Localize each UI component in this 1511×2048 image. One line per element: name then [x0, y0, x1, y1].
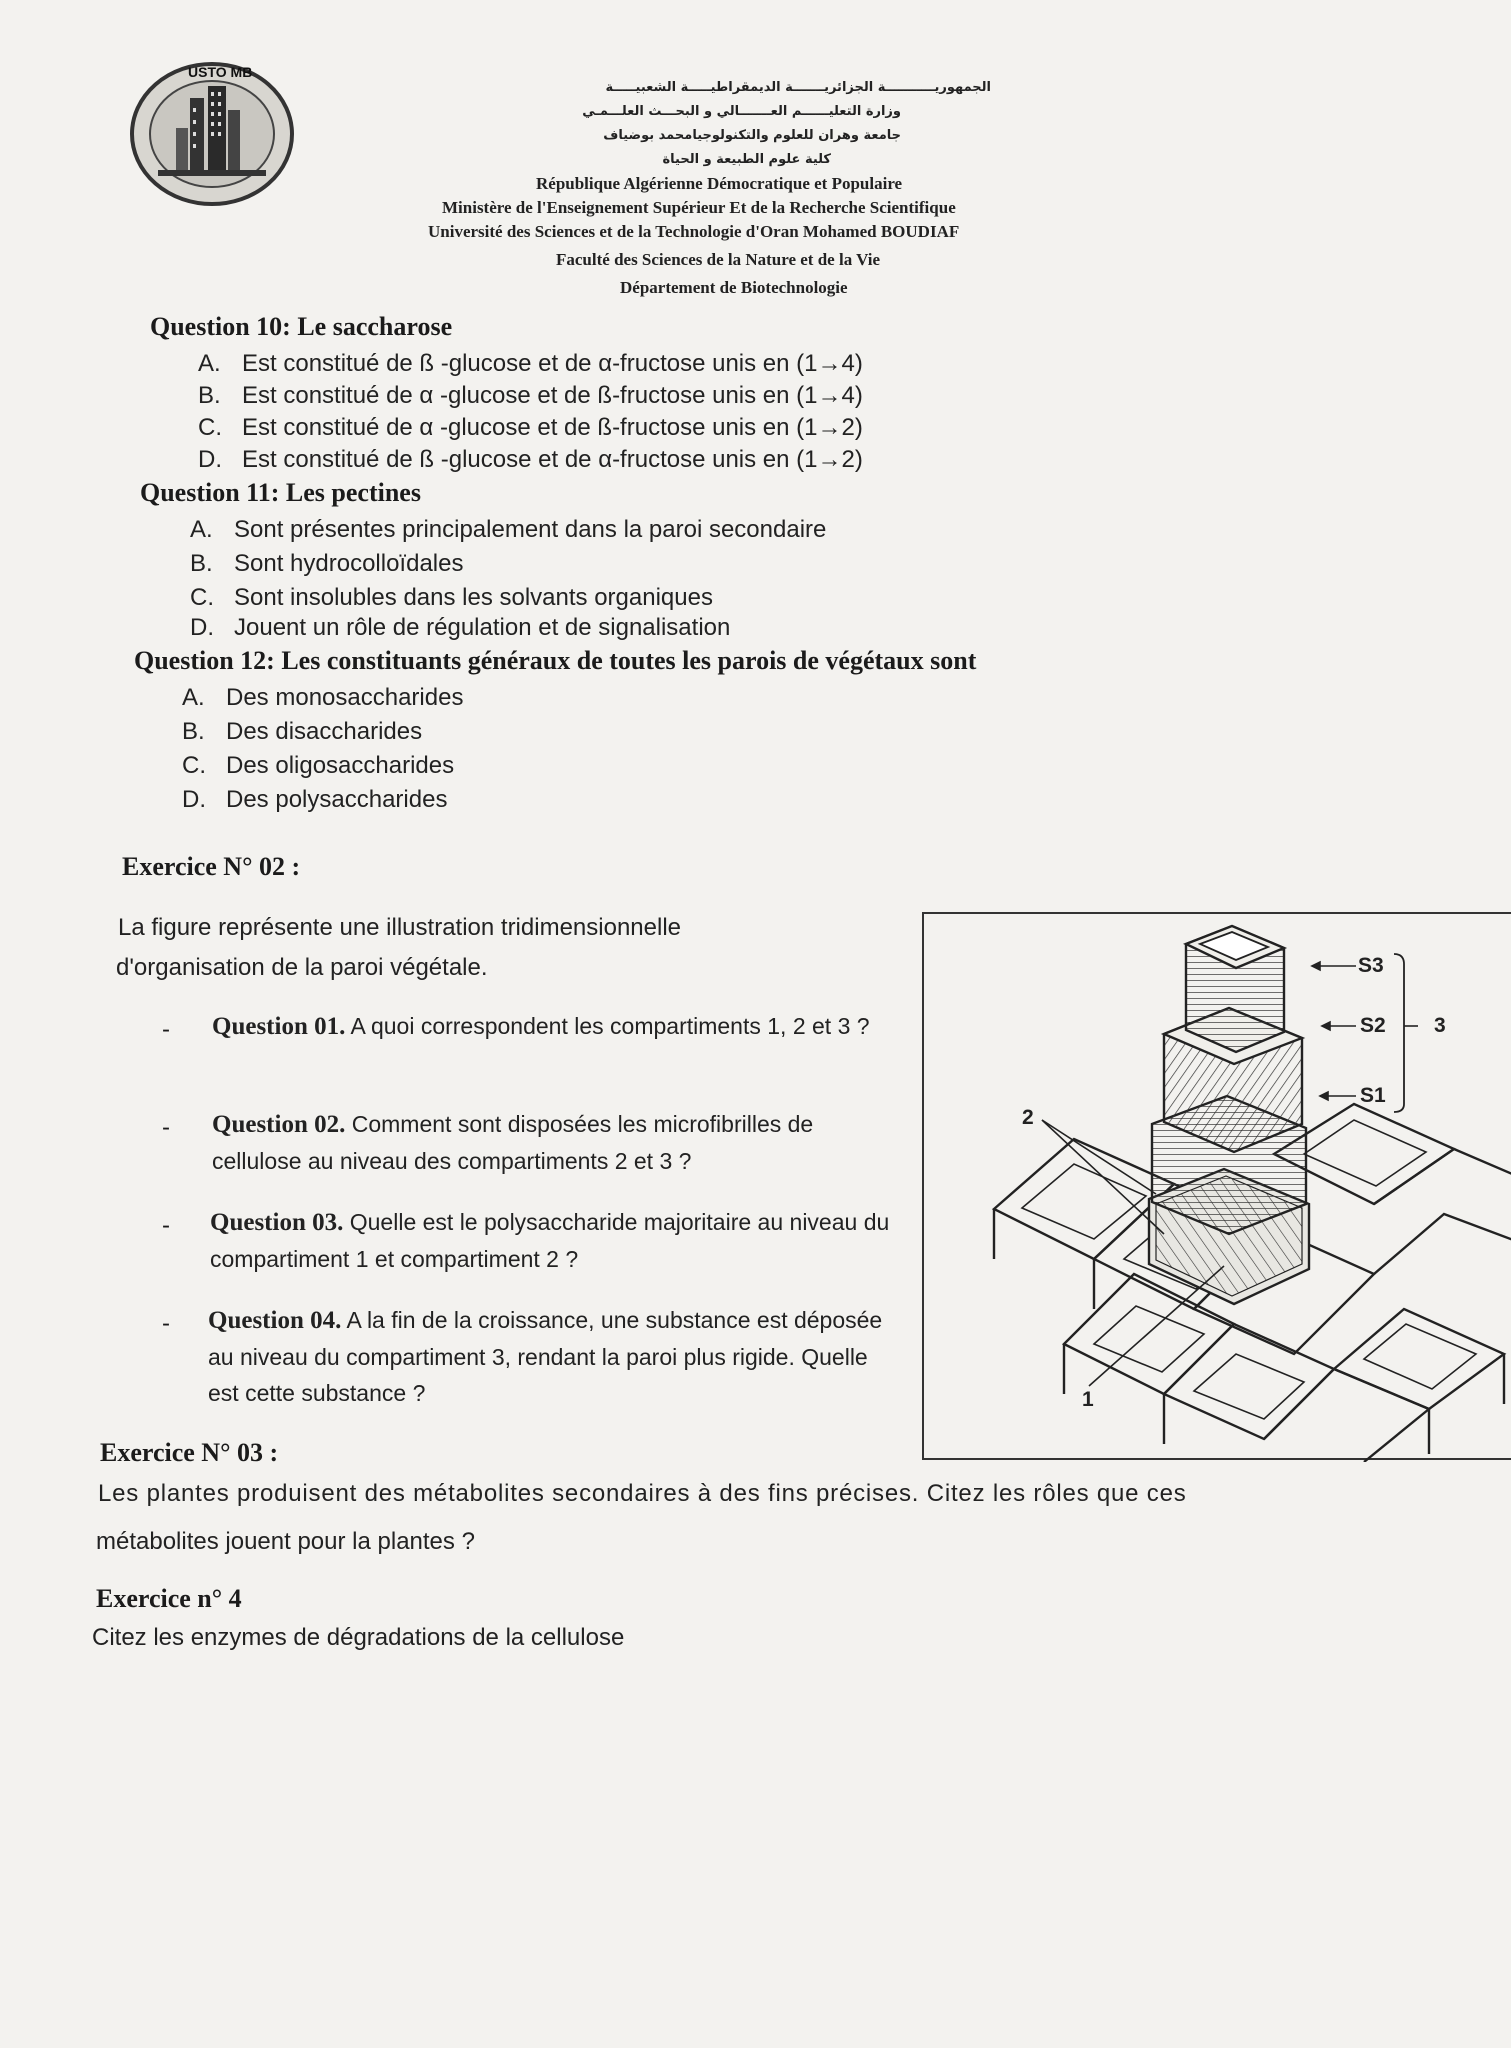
exercice-3-line-2: métabolites jouent pour la plantes ?: [96, 1528, 475, 1555]
question-10-option-a: A. Est constitué de ß -glucose et de α-fructose unis en (1→4): [198, 350, 863, 377]
exercice-2-question-4: Question 04. A la fin de la croissance, une substance est déposée au niveau du compartiment 3, rendant la paroi plus rigide. Quelle est cette substance ?: [208, 1307, 883, 1406]
question-12-option-c: C. Des oligosaccharides: [182, 752, 455, 779]
logo-text: USTO MB: [188, 64, 253, 80]
figure-label-s1: S1: [1360, 1084, 1386, 1107]
exercice-3-line-1: Les plantes produisent des métabolites secondaires à des fins précises. Citez les rôles que ces: [98, 1480, 1187, 1507]
question-10-option-c: C. Est constitué de α -glucose et de ß-fructose unis en (1→2): [198, 414, 863, 441]
question-11-label: Question 11:: [140, 478, 280, 507]
question-10-title: [150, 312, 452, 342]
header-arabic-line-3: جامعة وهران للعلوم والتكنولوجيامحمد بوضياف: [603, 128, 901, 143]
bullet-dash: -: [162, 1016, 170, 1043]
figure-label-2: 2: [1022, 1106, 1034, 1129]
header-faculty: Faculté des Sciences de la Nature et de la Vie: [556, 250, 881, 269]
bullet-dash: -: [162, 1310, 170, 1337]
header-arabic-line-4: كلية علوم الطبيعة و الحياة: [662, 152, 831, 167]
bullet-dash: -: [162, 1212, 170, 1239]
question-12-option-b: B. Des disaccharides: [182, 718, 423, 745]
question-10-option-d: D. Est constitué de ß -glucose et de α-fructose unis en (1→2): [198, 446, 863, 473]
question-10-topic: Le saccharose: [297, 312, 453, 341]
question-11-option-c: C. Sont insolubles dans les solvants organiques: [190, 584, 713, 611]
bullet-dash: -: [162, 1114, 170, 1141]
question-10-option-b: B. Est constitué de α -glucose et de ß-fructose unis en (1→4): [198, 382, 863, 409]
exercice-2-question-3: Question 03. Quelle est le polysaccharide majoritaire au niveau du compartiment 1 et compartiment 2 ?: [210, 1209, 890, 1272]
header-arabic-line-2: وزارة التعليــــــم العـــــــالي و البحـــث العلـــمـي: [582, 104, 901, 119]
exercice-2-question-2: Question 02. Comment sont disposées les microfibrilles de cellulose au niveau des compartiments 2 et 3 ?: [212, 1111, 814, 1174]
header-ministry: Ministère de l'Enseignement Supérieur Et de la Recherche Scientifique: [442, 198, 956, 217]
question-12-option-d: D. Des polysaccharides: [182, 786, 448, 813]
header-arabic-line-1: الجمهوريـــــــــــة الجزائريـــــــة الديمقراطيـــــة الشعبيـــــة: [605, 80, 991, 95]
exercice-2-intro-line-1: La figure représente une illustration tridimensionnelle: [118, 914, 681, 941]
question-12-label: Question 12:: [134, 646, 275, 675]
question-12-topic: Les constituants généraux de toutes les parois de végétaux sont: [281, 646, 977, 675]
figure-label-3: 3: [1434, 1014, 1446, 1037]
exercice-2-question-1: Question 01. A quoi correspondent les compartiments 1, 2 et 3 ?: [212, 1013, 870, 1040]
figure-label-s3: S3: [1358, 954, 1384, 977]
question-10-label: Question 10:: [150, 312, 291, 341]
exercice-4-line-1: Citez les enzymes de dégradations de la cellulose: [92, 1624, 625, 1651]
university-logo: [128, 58, 296, 210]
exercice-2-intro-line-2: d'organisation de la paroi végétale.: [116, 954, 488, 981]
exercice-3-title: Exercice N° 03 :: [100, 1438, 279, 1467]
cell-wall-figure: [922, 912, 1511, 1460]
question-12-option-a: A. Des monosaccharides: [182, 684, 464, 711]
question-11-topic: Les pectines: [285, 478, 421, 507]
header-republic: République Algérienne Démocratique et Populaire: [536, 174, 903, 193]
exercice-4-title: Exercice n° 4: [96, 1584, 242, 1613]
question-11-option-b: B. Sont hydrocolloïdales: [190, 550, 464, 577]
figure-label-1: 1: [1082, 1388, 1094, 1411]
header-department: Département de Biotechnologie: [620, 278, 848, 297]
question-11-option-a: A. Sont présentes principalement dans la paroi secondaire: [190, 516, 827, 543]
question-11-title: [140, 478, 421, 508]
question-12-title: [134, 646, 976, 676]
exercice-2-title: Exercice N° 02 :: [122, 852, 301, 881]
figure-label-s2: S2: [1360, 1014, 1386, 1037]
question-11-option-d: D. Jouent un rôle de régulation et de signalisation: [190, 614, 731, 641]
header-university: Université des Sciences et de la Technologie d'Oran Mohamed BOUDIAF: [428, 222, 960, 241]
